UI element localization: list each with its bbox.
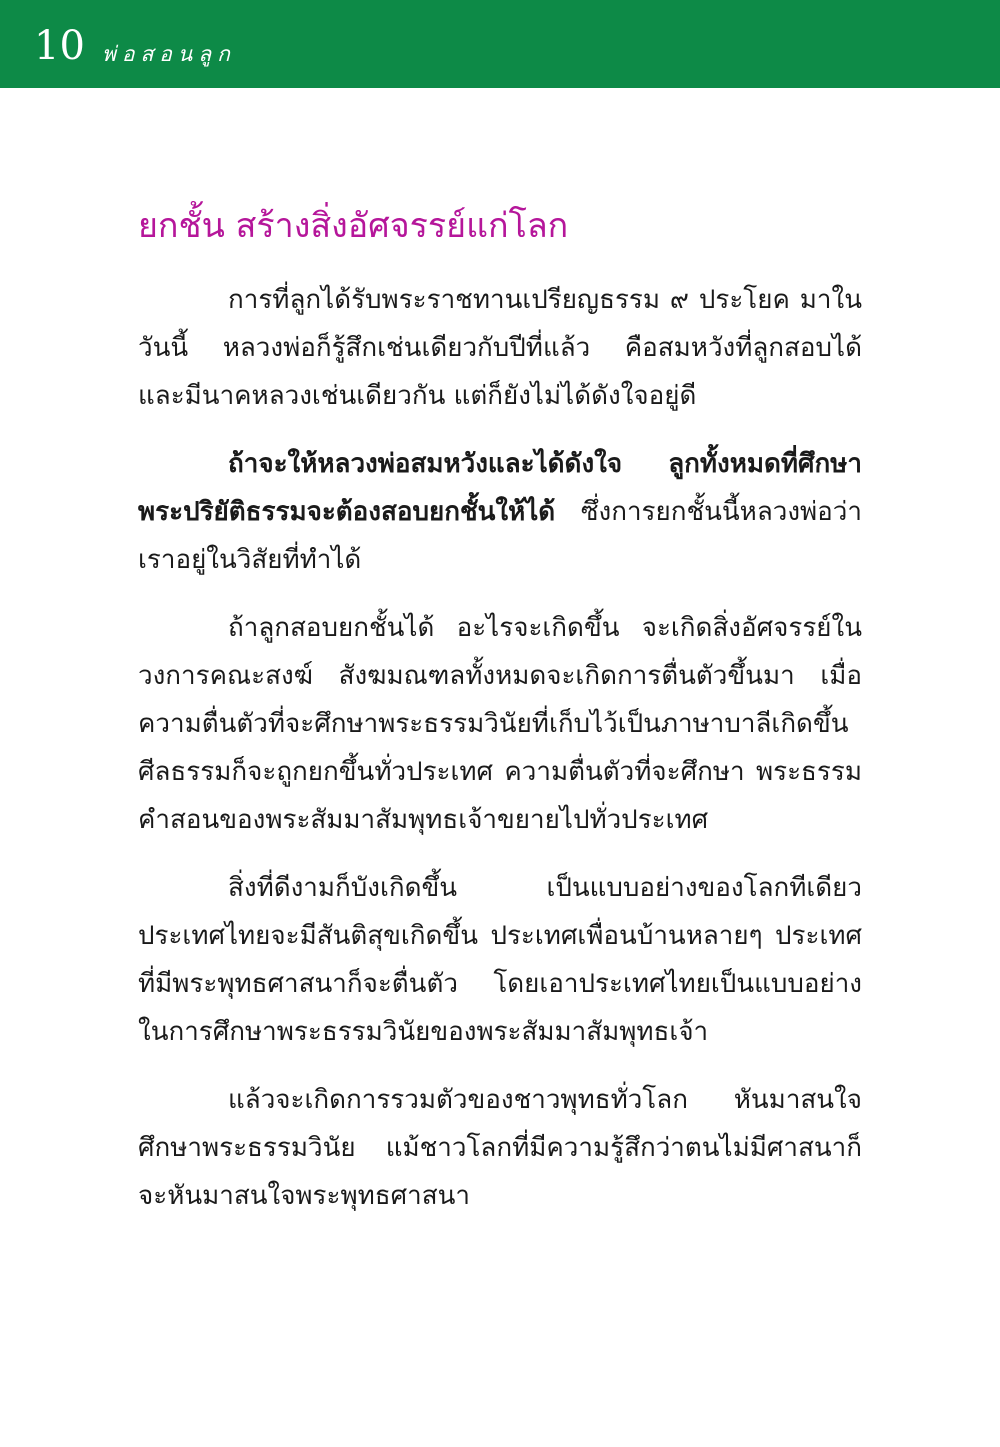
section-heading: ยกชั้น สร้างสิ่งอัศจรรย์แก่โลก xyxy=(138,206,569,246)
page-number: 10 xyxy=(34,23,85,69)
page-content xyxy=(138,198,862,1240)
paragraph-5-text: แล้วจะเกิดการรวมตัวของชาวพุทธทั่วโลก หันมาสนใจศึกษาพระธรรมวินัย แม้ชาวโลกที่มีความรู้สึกว่าตนไม่มีศาสนาก็จะหันมาสนใจพระพุทธศาสนา xyxy=(138,1085,862,1211)
paragraph-3 xyxy=(138,604,862,844)
paragraph-2-text: ซึ่งการยกชั้นนี้หลวงพ่อว่าเราอยู่ในวิสัยที่ทำได้ xyxy=(138,497,862,575)
paragraph-4-text: สิ่งที่ดีงามก็บังเกิดขึ้น เป็นแบบอย่างของโลกทีเดียว ประเทศไทยจะมีสันติสุขเกิดขึ้น ประเทศเพื่อนบ้านหลายๆ ประเทศที่มีพระพุทธศาสนาก็จะตื่นตัว โดยเอาประเทศไทยเป็นแบบอย่างในการศึกษาพระธรรมวินัยของพระสัมมาสัมพุทธเจ้า xyxy=(138,873,862,1047)
header-bar xyxy=(0,0,1000,88)
running-title: พ่อสอนลูก xyxy=(102,42,236,66)
paragraph-4 xyxy=(138,864,862,1056)
paragraph-1 xyxy=(138,276,862,420)
paragraph-2-bold: ถ้าจะให้หลวงพ่อสมหวังและได้ดังใจ ลูกทั้งหมดที่ศึกษาพระปริยัติธรรมจะต้องสอบยกชั้นให้ได้ xyxy=(138,449,862,527)
paragraph-3-text: ถ้าลูกสอบยกชั้นได้ อะไรจะเกิดขึ้น จะเกิดสิ่งอัศจรรย์ในวงการคณะสงฆ์ สังฆมณฑลทั้งหมดจะเกิดการตื่นตัวขึ้นมา เมื่อความตื่นตัวที่จะศึกษาพระธรรมวินัยที่เก็บไว้เป็นภาษาบาลีเกิดขึ้น ศีลธรรมก็จะถูกยกขึ้นทั่วประเทศ ความตื่นตัวที่จะศึกษา พระธรรมคำสอนของพระสัมมาสัมพุทธเจ้าขยายไปทั่วประเทศ xyxy=(138,613,862,835)
paragraph-5 xyxy=(138,1076,862,1220)
paragraph-1-text: การที่ลูกได้รับพระราชทานเปรียญธรรม ๙ ประโยค มาในวันนี้ หลวงพ่อก็รู้สึกเช่นเดียวกับปีที่แล้ว คือสมหวังที่ลูกสอบได้ และมีนาคหลวงเช่นเดียวกัน แต่ก็ยังไม่ได้ดังใจอยู่ดี xyxy=(138,285,862,411)
paragraph-2 xyxy=(138,440,862,584)
